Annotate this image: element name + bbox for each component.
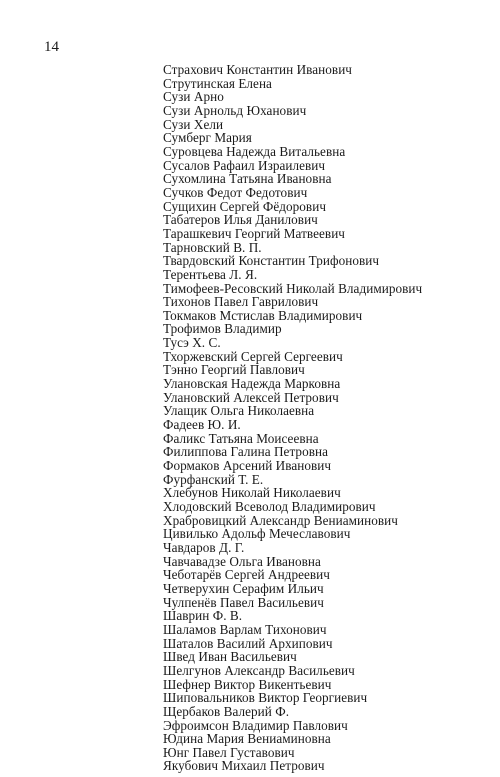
name-entry: Тихонов Павел Гаврилович — [163, 294, 319, 310]
name-entry: Улащик Ольга Николаевна — [163, 403, 315, 419]
name-entry: Шаталов Василий Архипович — [163, 635, 333, 651]
name-entry: Токмаков Мстислав Владимирович — [163, 307, 363, 323]
name-entry: Тэнно Георгий Павлович — [163, 362, 305, 378]
name-entry: Щербаков Валерий Ф. — [163, 703, 290, 719]
name-entry: Швед Иван Васильевич — [163, 649, 297, 665]
name-entry: Тимофеев-Ресовский Николай Владимирович — [163, 280, 423, 296]
name-entry: Страхович Константин Иванович — [163, 62, 352, 77]
name-entry: Чавчавадзе Ольга Ивановна — [163, 553, 321, 569]
name-entry: Струтинская Елена — [163, 75, 272, 91]
name-entry: Шелгунов Александр Васильевич — [163, 662, 355, 678]
name-entry: Шефнер Виктор Викентьевич — [163, 676, 332, 692]
name-entry: Шиповальников Виктор Георгиевич — [163, 690, 368, 706]
name-entry: Сузи Арно — [163, 89, 224, 105]
name-entry: Юнг Павел Густавович — [163, 744, 295, 760]
page-number: 14 — [44, 39, 59, 55]
name-entry: Сузи Хели — [163, 116, 224, 132]
name-entry: Храбровицкий Александр Вениаминович — [163, 512, 398, 528]
name-entry: Фадеев Ю. И. — [163, 417, 241, 433]
name-entry: Чеботарёв Сергей Андреевич — [163, 567, 330, 583]
name-entry: Чулпенёв Павел Васильевич — [163, 594, 324, 610]
name-entry: Эфроимсон Владимир Павлович — [163, 717, 348, 733]
name-entry: Четверухин Серафим Ильич — [163, 580, 324, 596]
name-list — [163, 63, 422, 773]
name-entry: Шаврин Ф. В. — [163, 608, 243, 624]
name-entry: Тусэ Х. С. — [163, 335, 221, 351]
name-entry: Чавдаров Д. Г. — [163, 539, 245, 555]
name-entry: Твардовский Константин Трифонович — [163, 253, 380, 269]
name-entry: Филиппова Галина Петровна — [163, 444, 329, 460]
name-entry: Терентьева Л. Я. — [163, 266, 258, 282]
name-entry: Шаламов Варлам Тихонович — [163, 621, 327, 637]
name-entry: Формаков Арсений Иванович — [163, 458, 332, 474]
name-entry: Улановская Надежда Марковна — [163, 376, 341, 392]
name-entry: Фурфанский Т. Е. — [163, 471, 264, 487]
name-entry: Сумберг Мария — [163, 130, 252, 146]
name-entry: Хлодовский Всеволод Владимирович — [163, 499, 376, 514]
name-entry: Сухомлина Татьяна Ивановна — [163, 171, 332, 187]
name-entry: Юдина Мария Вениаминовна — [163, 731, 331, 747]
name-entry: Сущихин Сергей Фёдорович — [163, 198, 327, 214]
name-entry: Фаликс Татьяна Моисеевна — [163, 430, 319, 446]
name-entry: Сучков Федот Федотович — [163, 184, 308, 200]
name-entry: Хлебунов Николай Николаевич — [163, 485, 341, 501]
name-entry: Сузи Арнольд Юханович — [163, 102, 307, 118]
name-entry: Табатеров Илья Данилович — [163, 212, 318, 228]
name-entry: Улановский Алексей Петрович — [163, 389, 339, 405]
name-entry: Якубович Михаил Петрович — [163, 758, 325, 774]
name-entry: Цивилько Адольф Мечеславович — [163, 526, 351, 542]
name-entry: Тарашкевич Георгий Матвеевич — [163, 225, 345, 241]
name-entry: Трофимов Владимир — [163, 321, 282, 337]
name-entry: Тарновский В. П. — [163, 239, 262, 255]
name-entry: Тхоржевский Сергей Сергеевич — [163, 348, 343, 364]
name-entry: Сусалов Рафаил Израилевич — [163, 157, 326, 173]
name-entry: Суровцева Надежда Витальевна — [163, 143, 346, 159]
